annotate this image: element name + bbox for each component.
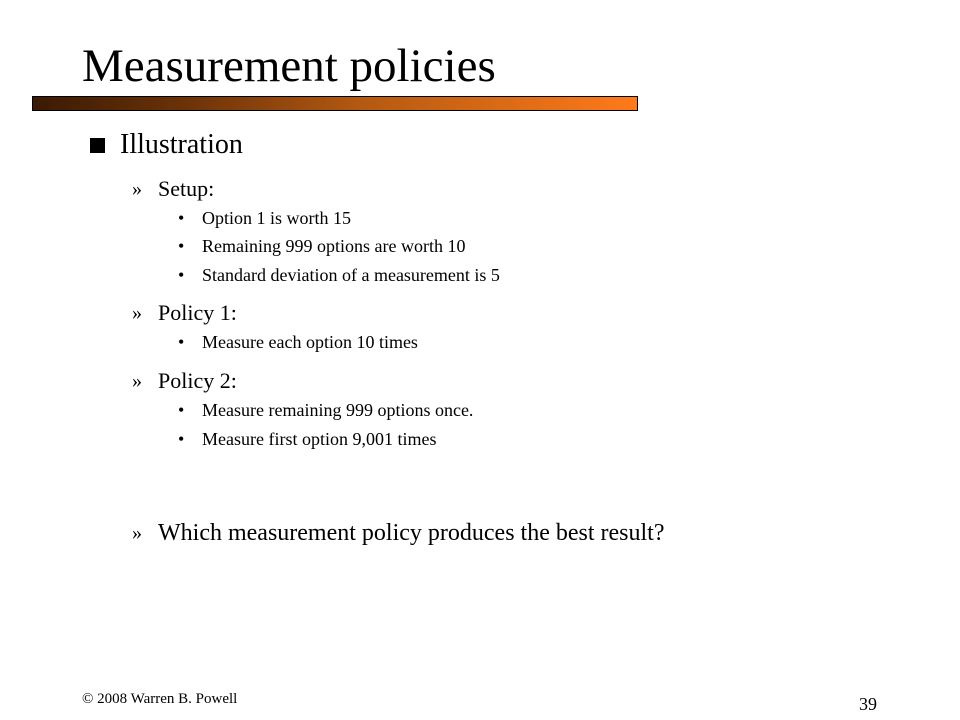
section-policy-1-label: Policy 1: [158, 300, 237, 325]
section-policy-2-label: Policy 2: [158, 368, 237, 393]
dot-bullet-icon: • [178, 265, 185, 285]
list-item [178, 264, 500, 286]
bullet-illustration [90, 128, 243, 162]
list-item-text: Measure first option 9,001 times [202, 429, 437, 449]
bullet-illustration-label: Illustration [120, 129, 243, 160]
slide-title: Measurement policies [82, 40, 496, 92]
dot-bullet-icon: • [178, 236, 185, 256]
list-item [178, 399, 473, 421]
list-item-text: Measure remaining 999 options once. [202, 400, 474, 420]
list-item [178, 207, 351, 229]
dot-bullet-icon: • [178, 208, 185, 228]
section-policy-1 [132, 299, 237, 327]
list-item [178, 331, 418, 353]
dot-bullet-icon: • [178, 332, 185, 352]
section-setup [132, 175, 214, 203]
list-item-text: Standard deviation of a measurement is 5 [202, 265, 500, 285]
list-item-text: Measure each option 10 times [202, 332, 418, 352]
title-underline-bar [32, 96, 638, 111]
list-item [178, 235, 465, 257]
page-number: 39 [859, 694, 877, 714]
dot-bullet-icon: • [178, 400, 185, 420]
question-text: Which measurement policy produces the best result? [158, 520, 665, 546]
dot-bullet-icon: • [178, 429, 185, 449]
section-setup-label: Setup: [158, 176, 215, 201]
chevron-bullet-icon: » [132, 370, 142, 392]
section-policy-2 [132, 367, 237, 395]
chevron-bullet-icon: » [132, 522, 142, 544]
question-line [132, 518, 665, 548]
list-item-text: Remaining 999 options are worth 10 [202, 236, 466, 256]
copyright-footer: © 2008 Warren B. Powell [82, 691, 238, 707]
square-bullet-icon [90, 138, 105, 153]
chevron-bullet-icon: » [132, 302, 142, 324]
chevron-bullet-icon: » [132, 178, 142, 200]
list-item [178, 428, 436, 450]
list-item-text: Option 1 is worth 15 [202, 208, 352, 228]
